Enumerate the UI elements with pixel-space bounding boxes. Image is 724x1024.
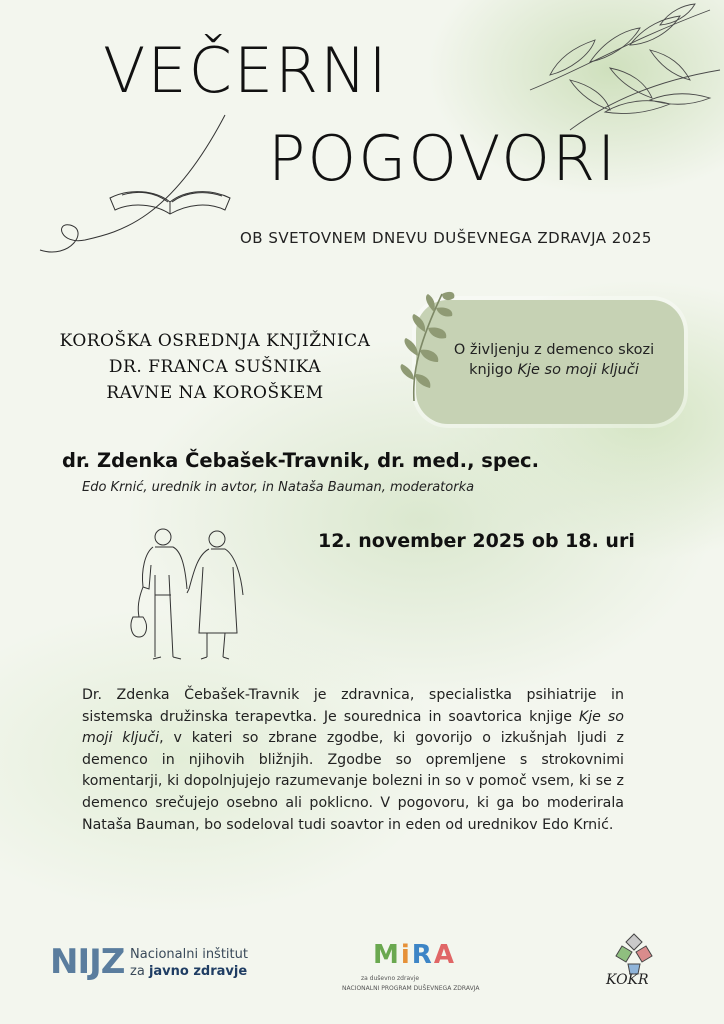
nijz-line-2-bold: javno zdravje [148,964,248,979]
event-description [82,685,624,836]
description-part-2: , v kateri so zbrane zgodbe, ki govorijo o izkušnjah ljudi z demenco in njihovih bližnjih. Zgodbe so opremljene s strokovnimi komentarji, ki dopolnjujejo razumevanje bolezni in so v pomoč vsem, ki se z demenco srečujejo osebno ali poklicno. V pogovoru, ki ga bo moderirala Nataša Bauman, bo sodeloval tudi soavtor in eden od urednikov Edo Krnić. [82,730,624,833]
mira-logo: MiRA [373,940,456,970]
subtitle: OB SVETOVNEM DNEVU DUŠEVNEGA ZDRAVJA 2025 [240,229,652,247]
topic-line-1: O življenju z demenco skozi [453,342,655,358]
top-leaves-icon [510,0,724,140]
topic-line-2 [434,360,674,380]
kokr-text: KOKR [606,972,649,988]
event-date: 12. november 2025 ob 18. uri [318,530,635,552]
nijz-line-1: Nacionalni inštitut [130,947,248,962]
mira-subtitle: za duševno zdravje [360,975,420,982]
elderly-couple-icon [125,525,255,665]
mira-program: NACIONALNI PROGRAM DUŠEVNEGA ZDRAVJA [342,985,480,992]
title-line-2: POGOVORI [268,122,618,195]
description-part-1: Dr. Zdenka Čebašek-Travnik je zdravnica, specialistka psihiatrije in sistemska družinska terapevtka. Je sourednica in soavtorica knjige [82,687,624,725]
library-line-1: KOROŠKA OSREDNJA KNJIŽNICA [59,331,371,351]
nijz-line-2 [130,963,248,980]
library-line-3: RAVNE NA KOROŠKEM [106,383,324,403]
open-book-line-icon [30,110,250,260]
topic-line-2-prefix: knjigo [469,362,518,378]
nijz-line-2-prefix: za [130,964,149,979]
library-name [0,328,430,406]
topic-book-title: Kje so moji ključi [517,362,639,378]
library-line-2: DR. FRANCA SUŠNIKA [108,357,322,377]
speaker-name: dr. Zdenka Čebašek-Travnik, dr. med., spec. [62,449,540,472]
guests-line: Edo Krnić, urednik in avtor, in Nataša Bauman, moderatorka [82,480,475,495]
description-book-title: Kje so moji ključi [82,708,624,747]
title-line-1: VEČERNI [103,34,389,107]
nijz-logo: NIJZ [50,942,125,982]
nijz-name [130,946,248,980]
topic-text [434,340,674,380]
